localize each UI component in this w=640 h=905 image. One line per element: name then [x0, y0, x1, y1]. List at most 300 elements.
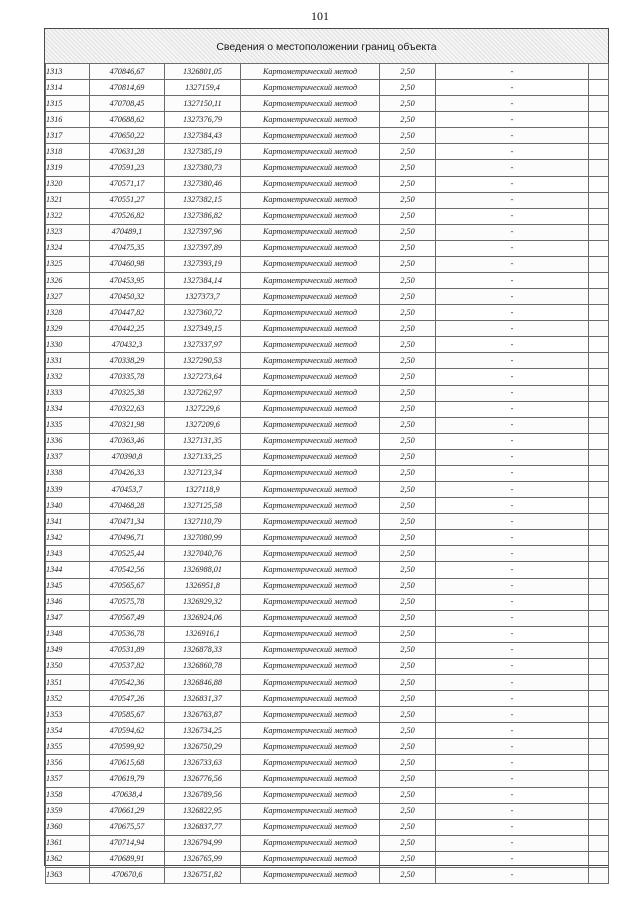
table-row: [46, 482, 609, 498]
point-number: 1351: [46, 674, 90, 690]
dash-mark: -: [436, 256, 589, 272]
accuracy-value: 2,50: [380, 803, 436, 819]
blank-cell: [589, 546, 609, 562]
table-row: [46, 835, 609, 851]
determination-method: Картометрический метод: [241, 96, 380, 112]
dash-mark: -: [436, 337, 589, 353]
determination-method: Картометрический метод: [241, 674, 380, 690]
determination-method: Картометрический метод: [241, 514, 380, 530]
table-row: [46, 707, 609, 723]
dash-mark: -: [436, 96, 589, 112]
table-row: [46, 594, 609, 610]
determination-method: Картометрический метод: [241, 691, 380, 707]
point-number: 1356: [46, 755, 90, 771]
table-row: [46, 562, 609, 578]
accuracy-value: 2,50: [380, 208, 436, 224]
determination-method: Картометрический метод: [241, 305, 380, 321]
coordinate-x: 470496,71: [90, 530, 165, 546]
determination-method: Картометрический метод: [241, 321, 380, 337]
blank-cell: [589, 642, 609, 658]
point-number: 1328: [46, 305, 90, 321]
accuracy-value: 2,50: [380, 256, 436, 272]
coordinate-y: 1327273,64: [165, 369, 241, 385]
point-number: 1352: [46, 691, 90, 707]
coordinate-x: 470675,57: [90, 819, 165, 835]
point-number: 1342: [46, 530, 90, 546]
boundary-sheet: [44, 28, 609, 880]
coordinate-x: 470661,29: [90, 803, 165, 819]
dash-mark: -: [436, 707, 589, 723]
coordinate-x: 470335,78: [90, 369, 165, 385]
determination-method: Картометрический метод: [241, 385, 380, 401]
blank-cell: [589, 192, 609, 208]
blank-cell: [589, 449, 609, 465]
coordinate-y: 1326763,87: [165, 707, 241, 723]
accuracy-value: 2,50: [380, 64, 436, 80]
coordinate-x: 470471,34: [90, 514, 165, 530]
table-row: [46, 64, 609, 80]
determination-method: Картометрический метод: [241, 80, 380, 96]
accuracy-value: 2,50: [380, 755, 436, 771]
coordinate-y: 1327384,14: [165, 273, 241, 289]
determination-method: Картометрический метод: [241, 160, 380, 176]
blank-cell: [589, 160, 609, 176]
dash-mark: -: [436, 642, 589, 658]
point-number: 1324: [46, 240, 90, 256]
determination-method: Картометрический метод: [241, 401, 380, 417]
coordinate-x: 470547,26: [90, 691, 165, 707]
accuracy-value: 2,50: [380, 369, 436, 385]
dash-mark: -: [436, 80, 589, 96]
dash-mark: -: [436, 385, 589, 401]
dash-mark: -: [436, 465, 589, 481]
table-row: [46, 208, 609, 224]
coordinate-x: 470565,67: [90, 578, 165, 594]
coordinate-y: 1327376,79: [165, 112, 241, 128]
coordinate-y: 1326924,06: [165, 610, 241, 626]
dash-mark: -: [436, 353, 589, 369]
accuracy-value: 2,50: [380, 449, 436, 465]
point-number: 1320: [46, 176, 90, 192]
accuracy-value: 2,50: [380, 321, 436, 337]
point-number: 1363: [46, 867, 90, 883]
table-row: [46, 96, 609, 112]
table-row: [46, 449, 609, 465]
coordinate-x: 470475,35: [90, 240, 165, 256]
dash-mark: -: [436, 112, 589, 128]
coordinate-y: 1327337,97: [165, 337, 241, 353]
dash-mark: -: [436, 851, 589, 867]
coordinates-table-body: [46, 64, 609, 884]
point-number: 1346: [46, 594, 90, 610]
dash-mark: -: [436, 594, 589, 610]
dash-mark: -: [436, 787, 589, 803]
determination-method: Картометрический метод: [241, 417, 380, 433]
blank-cell: [589, 562, 609, 578]
table-row: [46, 867, 609, 883]
coordinate-y: 1327380,73: [165, 160, 241, 176]
coordinate-y: 1326988,01: [165, 562, 241, 578]
coordinate-y: 1327159,4: [165, 80, 241, 96]
dash-mark: -: [436, 240, 589, 256]
point-number: 1340: [46, 498, 90, 514]
coordinate-y: 1327397,96: [165, 224, 241, 240]
dash-mark: -: [436, 273, 589, 289]
point-number: 1339: [46, 482, 90, 498]
accuracy-value: 2,50: [380, 128, 436, 144]
accuracy-value: 2,50: [380, 723, 436, 739]
accuracy-value: 2,50: [380, 80, 436, 96]
point-number: 1316: [46, 112, 90, 128]
accuracy-value: 2,50: [380, 112, 436, 128]
blank-cell: [589, 851, 609, 867]
point-number: 1334: [46, 401, 90, 417]
accuracy-value: 2,50: [380, 626, 436, 642]
coordinate-y: 1326860,78: [165, 658, 241, 674]
coordinate-y: 1326831,37: [165, 691, 241, 707]
coordinate-y: 1326794,99: [165, 835, 241, 851]
coordinate-x: 470338,29: [90, 353, 165, 369]
coordinate-x: 470708,45: [90, 96, 165, 112]
determination-method: Картометрический метод: [241, 658, 380, 674]
determination-method: Картометрический метод: [241, 482, 380, 498]
dash-mark: -: [436, 674, 589, 690]
point-number: 1321: [46, 192, 90, 208]
coordinate-y: 1327349,15: [165, 321, 241, 337]
point-number: 1360: [46, 819, 90, 835]
point-number: 1319: [46, 160, 90, 176]
accuracy-value: 2,50: [380, 273, 436, 289]
accuracy-value: 2,50: [380, 642, 436, 658]
point-number: 1347: [46, 610, 90, 626]
coordinate-y: 1327384,43: [165, 128, 241, 144]
point-number: 1327: [46, 289, 90, 305]
table-row: [46, 433, 609, 449]
coordinate-y: 1327393,19: [165, 256, 241, 272]
coordinate-y: 1327110,79: [165, 514, 241, 530]
determination-method: Картометрический метод: [241, 433, 380, 449]
coordinate-y: 1326951,8: [165, 578, 241, 594]
point-number: 1359: [46, 803, 90, 819]
blank-cell: [589, 385, 609, 401]
blank-cell: [589, 96, 609, 112]
coordinate-x: 470453,7: [90, 482, 165, 498]
blank-cell: [589, 739, 609, 755]
point-number: 1332: [46, 369, 90, 385]
accuracy-value: 2,50: [380, 691, 436, 707]
blank-cell: [589, 273, 609, 289]
point-number: 1323: [46, 224, 90, 240]
point-number: 1325: [46, 256, 90, 272]
accuracy-value: 2,50: [380, 851, 436, 867]
table-row: [46, 739, 609, 755]
determination-method: Картометрический метод: [241, 739, 380, 755]
table-row: [46, 417, 609, 433]
determination-method: Картометрический метод: [241, 176, 380, 192]
table-row: [46, 80, 609, 96]
coordinate-x: 470571,17: [90, 176, 165, 192]
determination-method: Картометрический метод: [241, 144, 380, 160]
blank-cell: [589, 771, 609, 787]
determination-method: Картометрический метод: [241, 498, 380, 514]
coordinate-y: 1327382,15: [165, 192, 241, 208]
blank-cell: [589, 755, 609, 771]
blank-cell: [589, 321, 609, 337]
coordinate-y: 1326837,77: [165, 819, 241, 835]
blank-cell: [589, 64, 609, 80]
accuracy-value: 2,50: [380, 192, 436, 208]
point-number: 1337: [46, 449, 90, 465]
coordinate-x: 470442,25: [90, 321, 165, 337]
dash-mark: -: [436, 771, 589, 787]
accuracy-value: 2,50: [380, 401, 436, 417]
dash-mark: -: [436, 369, 589, 385]
determination-method: Картометрический метод: [241, 64, 380, 80]
blank-cell: [589, 787, 609, 803]
coordinate-y: 1327125,58: [165, 498, 241, 514]
determination-method: Картометрический метод: [241, 256, 380, 272]
blank-cell: [589, 498, 609, 514]
accuracy-value: 2,50: [380, 176, 436, 192]
point-number: 1329: [46, 321, 90, 337]
point-number: 1357: [46, 771, 90, 787]
determination-method: Картометрический метод: [241, 337, 380, 353]
coordinate-x: 470631,28: [90, 144, 165, 160]
accuracy-value: 2,50: [380, 498, 436, 514]
determination-method: Картометрический метод: [241, 546, 380, 562]
blank-cell: [589, 417, 609, 433]
coordinate-x: 470615,68: [90, 755, 165, 771]
table-row: [46, 192, 609, 208]
determination-method: Картометрический метод: [241, 562, 380, 578]
point-number: 1349: [46, 642, 90, 658]
coordinate-x: 470489,1: [90, 224, 165, 240]
accuracy-value: 2,50: [380, 707, 436, 723]
determination-method: Картометрический метод: [241, 803, 380, 819]
determination-method: Картометрический метод: [241, 707, 380, 723]
point-number: 1333: [46, 385, 90, 401]
accuracy-value: 2,50: [380, 385, 436, 401]
blank-cell: [589, 691, 609, 707]
dash-mark: -: [436, 562, 589, 578]
table-row: [46, 385, 609, 401]
point-number: 1361: [46, 835, 90, 851]
point-number: 1335: [46, 417, 90, 433]
table-row: [46, 305, 609, 321]
dash-mark: -: [436, 546, 589, 562]
point-number: 1358: [46, 787, 90, 803]
point-number: 1350: [46, 658, 90, 674]
coordinate-x: 470638,4: [90, 787, 165, 803]
table-row: [46, 674, 609, 690]
table-row: [46, 273, 609, 289]
blank-cell: [589, 867, 609, 883]
coordinate-x: 470551,27: [90, 192, 165, 208]
dash-mark: -: [436, 208, 589, 224]
dash-mark: -: [436, 160, 589, 176]
blank-cell: [589, 514, 609, 530]
accuracy-value: 2,50: [380, 787, 436, 803]
coordinate-y: 1326765,99: [165, 851, 241, 867]
coordinate-x: 470531,89: [90, 642, 165, 658]
coordinate-x: 470542,56: [90, 562, 165, 578]
table-row: [46, 353, 609, 369]
blank-cell: [589, 465, 609, 481]
blank-cell: [589, 289, 609, 305]
table-row: [46, 546, 609, 562]
point-number: 1354: [46, 723, 90, 739]
table-row: [46, 578, 609, 594]
table-row: [46, 610, 609, 626]
coordinate-y: 1327080,99: [165, 530, 241, 546]
table-row: [46, 771, 609, 787]
accuracy-value: 2,50: [380, 867, 436, 883]
coordinates-table: [45, 63, 609, 884]
dash-mark: -: [436, 401, 589, 417]
dash-mark: -: [436, 739, 589, 755]
table-row: [46, 321, 609, 337]
coordinate-y: 1327386,82: [165, 208, 241, 224]
section-title: Сведения о местоположении границ объекта: [216, 41, 437, 53]
coordinate-x: 470591,23: [90, 160, 165, 176]
dash-mark: -: [436, 755, 589, 771]
blank-cell: [589, 626, 609, 642]
determination-method: Картометрический метод: [241, 369, 380, 385]
dash-mark: -: [436, 723, 589, 739]
coordinate-y: 1326801,05: [165, 64, 241, 80]
accuracy-value: 2,50: [380, 514, 436, 530]
table-row: [46, 803, 609, 819]
coordinate-y: 1327123,34: [165, 465, 241, 481]
blank-cell: [589, 594, 609, 610]
accuracy-value: 2,50: [380, 674, 436, 690]
accuracy-value: 2,50: [380, 337, 436, 353]
coordinate-y: 1326734,25: [165, 723, 241, 739]
coordinate-y: 1327360,72: [165, 305, 241, 321]
coordinate-x: 470536,78: [90, 626, 165, 642]
point-number: 1362: [46, 851, 90, 867]
coordinate-x: 470814,69: [90, 80, 165, 96]
dash-mark: -: [436, 578, 589, 594]
table-row: [46, 401, 609, 417]
determination-method: Картометрический метод: [241, 835, 380, 851]
point-number: 1355: [46, 739, 90, 755]
point-number: 1331: [46, 353, 90, 369]
blank-cell: [589, 707, 609, 723]
coordinate-y: 1327262,97: [165, 385, 241, 401]
blank-cell: [589, 305, 609, 321]
blank-cell: [589, 723, 609, 739]
coordinate-y: 1326878,33: [165, 642, 241, 658]
coordinate-y: 1327133,25: [165, 449, 241, 465]
dash-mark: -: [436, 530, 589, 546]
coordinate-y: 1327131,35: [165, 433, 241, 449]
blank-cell: [589, 819, 609, 835]
dash-mark: -: [436, 449, 589, 465]
coordinate-x: 470432,3: [90, 337, 165, 353]
dash-mark: -: [436, 289, 589, 305]
dash-mark: -: [436, 691, 589, 707]
table-row: [46, 691, 609, 707]
dash-mark: -: [436, 64, 589, 80]
coordinate-y: 1326776,56: [165, 771, 241, 787]
coordinate-y: 1326789,56: [165, 787, 241, 803]
dash-mark: -: [436, 610, 589, 626]
dash-mark: -: [436, 144, 589, 160]
determination-method: Картометрический метод: [241, 610, 380, 626]
coordinate-y: 1327290,53: [165, 353, 241, 369]
blank-cell: [589, 112, 609, 128]
coordinate-x: 470526,82: [90, 208, 165, 224]
accuracy-value: 2,50: [380, 530, 436, 546]
point-number: 1322: [46, 208, 90, 224]
point-number: 1344: [46, 562, 90, 578]
coordinate-x: 470619,79: [90, 771, 165, 787]
point-number: 1343: [46, 546, 90, 562]
determination-method: Картометрический метод: [241, 851, 380, 867]
accuracy-value: 2,50: [380, 578, 436, 594]
accuracy-value: 2,50: [380, 610, 436, 626]
blank-cell: [589, 482, 609, 498]
accuracy-value: 2,50: [380, 771, 436, 787]
accuracy-value: 2,50: [380, 160, 436, 176]
table-row: [46, 128, 609, 144]
blank-cell: [589, 240, 609, 256]
dash-mark: -: [436, 498, 589, 514]
dash-mark: -: [436, 192, 589, 208]
point-number: 1313: [46, 64, 90, 80]
coordinate-x: 470390,8: [90, 449, 165, 465]
determination-method: Картометрический метод: [241, 449, 380, 465]
blank-cell: [589, 433, 609, 449]
coordinate-y: 1327397,89: [165, 240, 241, 256]
table-row: [46, 256, 609, 272]
blank-cell: [589, 224, 609, 240]
determination-method: Картометрический метод: [241, 465, 380, 481]
table-row: [46, 498, 609, 514]
table-row: [46, 755, 609, 771]
coordinate-y: 1326733,63: [165, 755, 241, 771]
coordinate-x: 470714,94: [90, 835, 165, 851]
accuracy-value: 2,50: [380, 739, 436, 755]
coordinate-x: 470542,36: [90, 674, 165, 690]
table-row: [46, 176, 609, 192]
blank-cell: [589, 610, 609, 626]
accuracy-value: 2,50: [380, 433, 436, 449]
point-number: 1315: [46, 96, 90, 112]
coordinate-x: 470460,98: [90, 256, 165, 272]
blank-cell: [589, 256, 609, 272]
dash-mark: -: [436, 867, 589, 883]
blank-cell: [589, 176, 609, 192]
coordinate-y: 1327385,19: [165, 144, 241, 160]
dash-mark: -: [436, 819, 589, 835]
coordinate-x: 470453,95: [90, 273, 165, 289]
blank-cell: [589, 80, 609, 96]
blank-cell: [589, 803, 609, 819]
coordinate-y: 1326750,29: [165, 739, 241, 755]
coordinate-y: 1327373,7: [165, 289, 241, 305]
blank-cell: [589, 658, 609, 674]
page-number: 101: [311, 9, 329, 23]
coordinate-x: 470525,44: [90, 546, 165, 562]
table-row: [46, 658, 609, 674]
coordinate-x: 470599,92: [90, 739, 165, 755]
table-row: [46, 465, 609, 481]
determination-method: Картометрический метод: [241, 819, 380, 835]
point-number: 1317: [46, 128, 90, 144]
determination-method: Картометрический метод: [241, 626, 380, 642]
